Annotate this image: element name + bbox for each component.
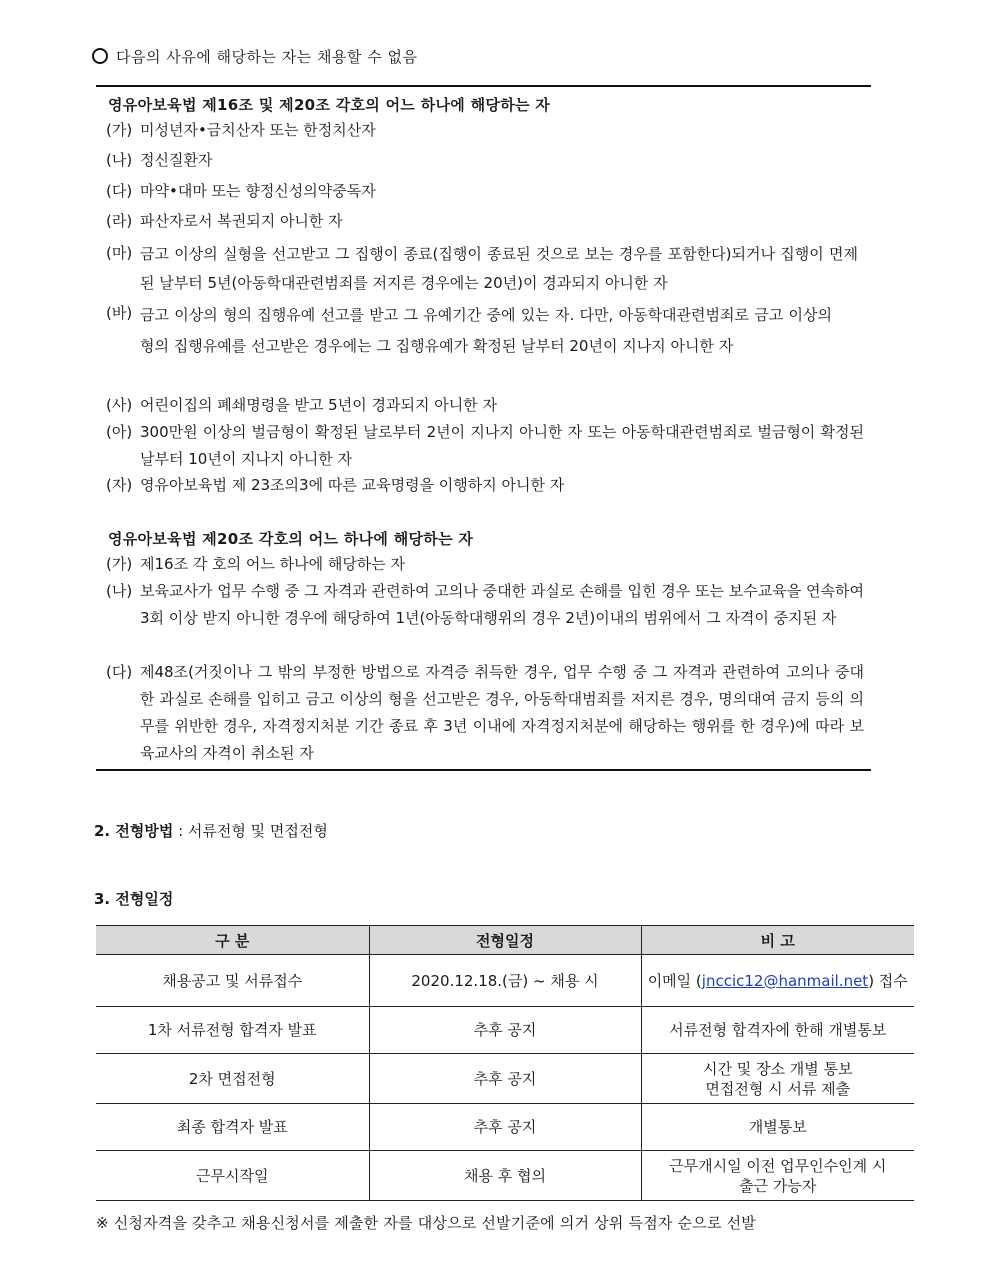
block1-item-ma (106, 240, 858, 298)
cell-stage: 2차 면접전형 (96, 1054, 369, 1104)
cell-note: 근무개시일 이전 업무인수인계 시 출근 가능자 (641, 1151, 914, 1201)
table-row (96, 1054, 914, 1104)
item-text: 300만원 이상의 벌금형이 확정된 날로부터 2년이 지나지 아니한 자 또는 아동학대관련범죄로 벌금형이 확정된 날부터 10년이 지나지 아니한 자 (140, 423, 864, 468)
table-header-row (96, 926, 914, 955)
cell-date: 2020.12.18.(금) ~ 채용 시 (369, 955, 641, 1007)
section2-separator: : (173, 822, 188, 840)
block1-item-ra (106, 208, 866, 235)
block1-title: 영유아보육법 제16조 및 제20조 각호의 어느 하나에 해당하는 자 (108, 96, 551, 114)
item-marker: (아) (106, 423, 133, 441)
section3-heading (94, 888, 173, 909)
item-text: 제16조 각 호의 어느 하나에 해당하는 자 (140, 555, 406, 573)
item-text: 어린이집의 폐쇄명령을 받고 5년이 경과되지 아니한 자 (140, 396, 497, 414)
block2-title: 영유아보육법 제20조 각호의 어느 하나에 해당하는 자 (108, 530, 474, 548)
block2-item-ga (106, 551, 866, 578)
block1-item-ba (106, 300, 832, 362)
item-text: 정신질환자 (140, 151, 213, 169)
block1-item-a (106, 419, 864, 473)
item-marker: (사) (106, 396, 133, 414)
item-marker: (다) (106, 663, 133, 681)
cell-stage: 1차 서류전형 합격자 발표 (96, 1007, 369, 1054)
block1-item-da (106, 178, 866, 205)
email-link[interactable]: jnccic12@hanmail.net (701, 971, 869, 990)
item-marker: (가) (106, 121, 133, 139)
header-stage: 구 분 (96, 926, 369, 955)
table-row (96, 1104, 914, 1151)
block1-item-ga (106, 117, 866, 144)
item-marker: (나) (106, 582, 133, 600)
selection-footnote: ※ 신청자격을 갖추고 채용신청서를 제출한 자를 대상으로 선발기준에 의거 상위 득점자 순으로 선발 (96, 1214, 756, 1232)
cell-date: 추후 공지 (369, 1054, 641, 1104)
cell-stage: 채용공고 및 서류접수 (96, 955, 369, 1007)
table-row (96, 955, 914, 1007)
section2-value: 서류전형 및 면접전형 (187, 822, 328, 840)
top-divider (96, 85, 871, 87)
block1-item-ja (106, 472, 866, 499)
block2-item-da (106, 659, 864, 767)
cell-note: 서류전형 합격자에 한해 개별통보 (641, 1007, 914, 1054)
bottom-divider (96, 769, 871, 771)
schedule-table (96, 925, 914, 1201)
item-text: 마약•대마 또는 향정신성의약중독자 (140, 182, 376, 200)
section2-heading (94, 820, 328, 841)
item-marker: (라) (106, 212, 133, 230)
cell-note: 시간 및 장소 개별 통보 면접전형 시 서류 제출 (641, 1054, 914, 1104)
cell-date: 추후 공지 (369, 1007, 641, 1054)
table-row (96, 1007, 914, 1054)
cell-stage: 근무시작일 (96, 1151, 369, 1201)
item-text: 파산자로서 복권되지 아니한 자 (140, 212, 343, 230)
item-marker: (나) (106, 151, 133, 169)
disqualification-heading: 다음의 사유에 해당하는 자는 채용할 수 없음 (92, 46, 417, 67)
item-text: 금고 이상의 형의 집행유예 선고를 받고 그 유예기간 중에 있는 자. 다만, 아동학대관련범죄로 금고 이상의 형의 집행유예를 선고받은 경우에는 그 집행유예가 확정된 날부터 20년이 지나지 아니한 자 (140, 306, 832, 355)
cell-date: 채용 후 협의 (369, 1151, 641, 1201)
block1-item-na (106, 147, 866, 174)
item-text: 금고 이상의 실형을 선고받고 그 집행이 종료(집행이 종료된 것으로 보는 경우를 포함한다)되거나 집행이 면제된 날부터 5년(아동학대관련범죄를 저지른 경우에는 20년)이 경과되지 아니한 자 (140, 245, 858, 292)
item-text: 미성년자•금치산자 또는 한정치산자 (140, 121, 376, 139)
table-row (96, 1151, 914, 1201)
item-text: 제48조(거짓이나 그 밖의 부정한 방법으로 자격증 취득한 경우, 업무 수행 중 그 자격과 관련하여 고의나 중대한 과실로 손해를 입히고 금고 이상의 형을 선고받은 경우, 아동학대범죄를 저지른 경우, 명의대여 금지 등의 의무를 위반한 경우, 자격정지처분 기간 종료 후 3년 이내에 자격정지처분에 해당하는 행위를 한 경우)에 따라 보육교사의 자격이 취소된 자 (140, 663, 864, 762)
circle-bullet-icon (92, 48, 108, 64)
header-note: 비 고 (641, 926, 914, 955)
cell-note: 이메일 (jnccic12@hanmail.net) 접수 (641, 955, 914, 1007)
item-marker: (자) (106, 476, 133, 494)
cell-stage: 최종 합격자 발표 (96, 1104, 369, 1151)
block1-item-sa (106, 392, 866, 419)
cell-note: 개별통보 (641, 1104, 914, 1151)
item-text: 보육교사가 업무 수행 중 그 자격과 관련하여 고의나 중대한 과실로 손해를 입힌 경우 또는 보수교육을 연속하여 3회 이상 받지 아니한 경우에 해당하여 1년(아동학대행위의 경우 2년)이내의 범위에서 그 자격이 중지된 자 (140, 582, 864, 627)
item-marker: (바) (106, 304, 133, 322)
cell-date: 추후 공지 (369, 1104, 641, 1151)
section2-label: 2. 전형방법 (94, 822, 174, 840)
item-marker: (가) (106, 555, 133, 573)
item-marker: (마) (106, 244, 133, 262)
header-date: 전형일정 (369, 926, 641, 955)
section3-label: 3. 전형일정 (94, 890, 174, 908)
item-marker: (다) (106, 182, 133, 200)
item-text: 영유아보육법 제 23조의3에 따른 교육명령을 이행하지 아니한 자 (140, 476, 565, 494)
block2-item-na (106, 578, 864, 632)
